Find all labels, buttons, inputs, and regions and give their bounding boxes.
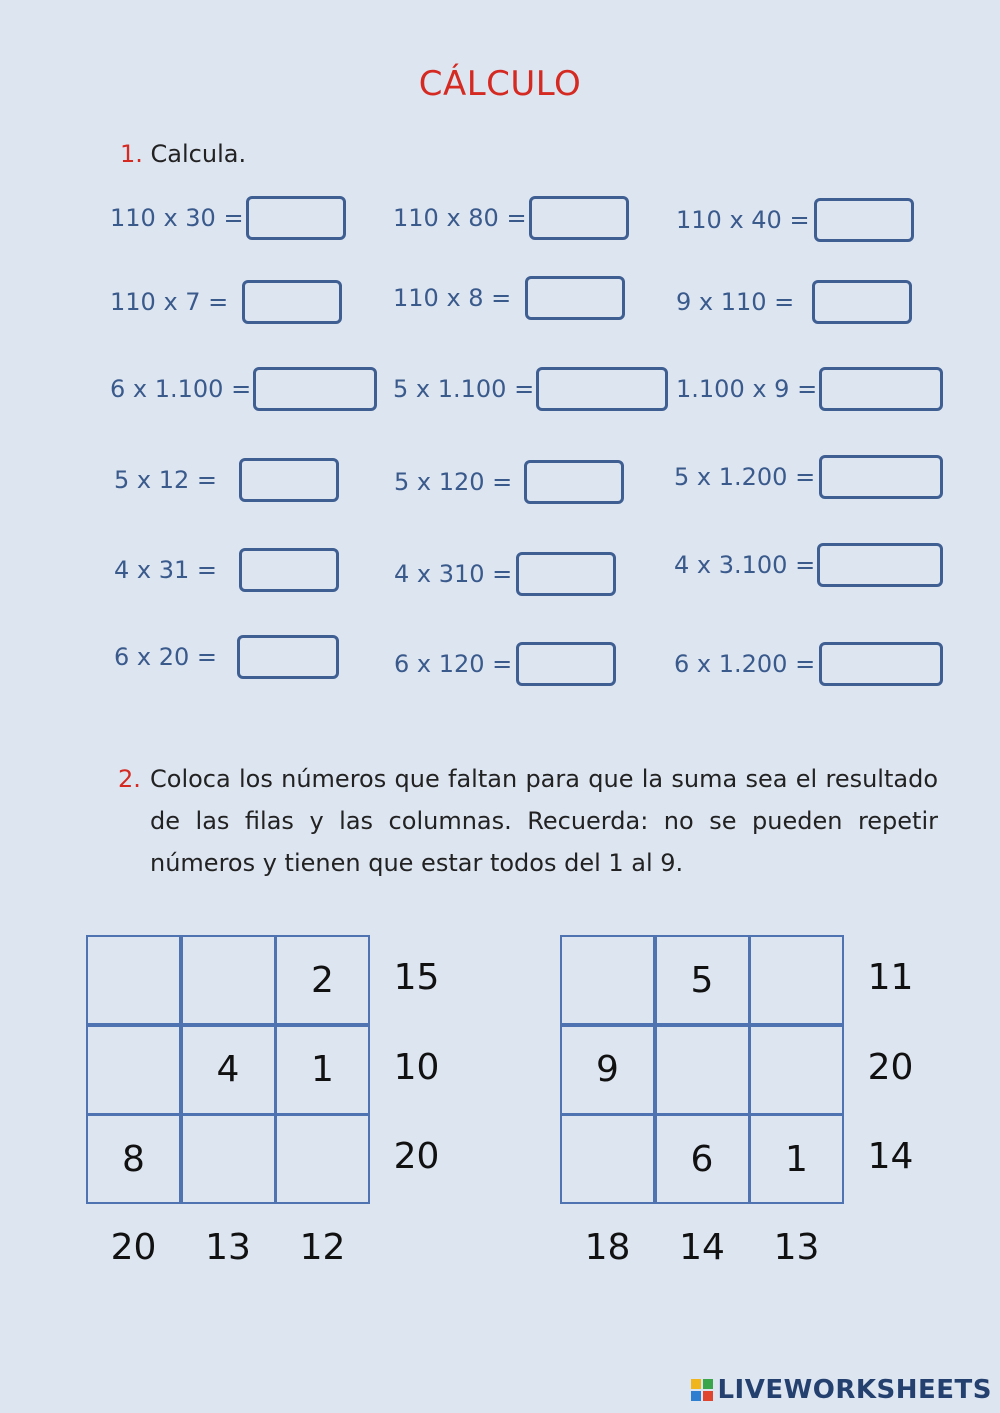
column-sum: 18 bbox=[584, 1227, 631, 1268]
problem-label: 110 x 80 = bbox=[393, 204, 527, 232]
grid-empty-cell[interactable] bbox=[275, 1114, 370, 1204]
problem bbox=[114, 635, 339, 679]
grid-empty-cell[interactable] bbox=[181, 935, 276, 1025]
problem-label: 6 x 120 = bbox=[394, 650, 513, 678]
problem bbox=[394, 642, 616, 686]
liveworksheets-logo bbox=[691, 1375, 992, 1405]
grid-cell: 8 bbox=[86, 1114, 181, 1204]
grid-cell: 5 bbox=[655, 935, 750, 1025]
problem bbox=[674, 642, 943, 686]
problem bbox=[110, 367, 377, 411]
problem-label: 6 x 1.100 = bbox=[110, 375, 252, 403]
row-sum: 14 bbox=[867, 1136, 914, 1177]
answer-box[interactable] bbox=[814, 198, 914, 242]
logo-text: LIVEWORKSHEETS bbox=[717, 1375, 992, 1405]
exercise-2-instruction bbox=[118, 758, 938, 884]
column-sum: 13 bbox=[205, 1227, 251, 1268]
problem-label: 4 x 31 = bbox=[114, 556, 218, 584]
answer-box[interactable] bbox=[516, 552, 616, 596]
answer-box[interactable] bbox=[819, 367, 943, 411]
column-sum: 13 bbox=[773, 1227, 820, 1268]
page-title: CÁLCULO bbox=[418, 64, 582, 104]
exercise-1-text: Calcula. bbox=[150, 140, 247, 168]
problem bbox=[393, 367, 668, 411]
answer-box[interactable] bbox=[529, 196, 629, 240]
problem-label: 110 x 7 = bbox=[110, 288, 229, 316]
exercise-1-number: 1. bbox=[120, 140, 143, 168]
problem-label: 5 x 12 = bbox=[114, 466, 218, 494]
problem bbox=[114, 548, 339, 592]
grid-empty-cell[interactable] bbox=[749, 1025, 844, 1115]
answer-box[interactable] bbox=[536, 367, 668, 411]
problem bbox=[393, 276, 625, 320]
answer-box[interactable] bbox=[239, 548, 339, 592]
problem bbox=[674, 543, 943, 587]
problem-label: 6 x 1.200 = bbox=[674, 650, 816, 678]
grid-empty-cell[interactable] bbox=[655, 1025, 750, 1115]
row-sum: 10 bbox=[393, 1046, 440, 1088]
problem bbox=[394, 460, 624, 504]
grid-empty-cell[interactable] bbox=[749, 935, 844, 1025]
answer-box[interactable] bbox=[819, 642, 943, 686]
grid-cell: 6 bbox=[655, 1114, 750, 1204]
grid-empty-cell[interactable] bbox=[86, 935, 181, 1025]
row-sum: 15 bbox=[393, 957, 440, 998]
grid-cell: 4 bbox=[181, 1025, 276, 1115]
grid-cell: 2 bbox=[275, 935, 370, 1025]
answer-box[interactable] bbox=[516, 642, 616, 686]
answer-box[interactable] bbox=[817, 543, 943, 587]
problem bbox=[676, 367, 943, 411]
grid-empty-cell[interactable] bbox=[181, 1114, 276, 1204]
grid-empty-cell[interactable] bbox=[560, 1114, 655, 1204]
problem-label: 1.100 x 9 = bbox=[676, 375, 818, 403]
row-sum: 11 bbox=[867, 957, 914, 998]
problem bbox=[674, 455, 943, 499]
answer-box[interactable] bbox=[525, 276, 625, 320]
column-sum: 14 bbox=[679, 1227, 725, 1268]
answer-box[interactable] bbox=[253, 367, 377, 411]
problem bbox=[393, 196, 629, 240]
problem-label: 9 x 110 = bbox=[676, 288, 795, 316]
problem bbox=[676, 198, 914, 242]
grid-cell: 1 bbox=[275, 1025, 370, 1115]
answer-box[interactable] bbox=[819, 455, 943, 499]
problem-label: 4 x 310 = bbox=[394, 560, 513, 588]
answer-box[interactable] bbox=[524, 460, 624, 504]
exercise-2-number: 2. bbox=[118, 765, 141, 793]
row-sum: 20 bbox=[393, 1136, 440, 1177]
problem bbox=[394, 552, 616, 596]
column-sum: 20 bbox=[110, 1227, 157, 1268]
problem bbox=[110, 280, 342, 324]
exercise-1-instruction bbox=[120, 140, 246, 168]
answer-box[interactable] bbox=[246, 196, 346, 240]
problem-label: 110 x 30 = bbox=[110, 204, 244, 232]
grid-cell: 9 bbox=[560, 1025, 655, 1115]
grid-cell: 1 bbox=[749, 1114, 844, 1204]
answer-box[interactable] bbox=[237, 635, 339, 679]
answer-box[interactable] bbox=[239, 458, 339, 502]
answer-box[interactable] bbox=[812, 280, 912, 324]
grid-empty-cell[interactable] bbox=[560, 935, 655, 1025]
exercise-2-text: Coloca los números que faltan para que la suma sea el resultado de las filas y las columnas. Recuerda: no se pueden repetir números y tienen que estar todos del 1 al 9. bbox=[150, 765, 938, 877]
column-sum: 12 bbox=[299, 1227, 346, 1268]
problem bbox=[676, 280, 912, 324]
problem-label: 110 x 8 = bbox=[393, 284, 512, 312]
grid-empty-cell[interactable] bbox=[86, 1025, 181, 1115]
problem bbox=[110, 196, 346, 240]
liveworksheets-logo-icon bbox=[691, 1379, 713, 1401]
problem-label: 6 x 20 = bbox=[114, 643, 218, 671]
problem-label: 5 x 120 = bbox=[394, 468, 513, 496]
row-sum: 20 bbox=[867, 1046, 914, 1088]
problem-label: 5 x 1.100 = bbox=[393, 375, 535, 403]
problem-label: 110 x 40 = bbox=[676, 206, 810, 234]
problem-label: 5 x 1.200 = bbox=[674, 463, 816, 491]
problem bbox=[114, 458, 339, 502]
problem-label: 4 x 3.100 = bbox=[674, 551, 816, 579]
answer-box[interactable] bbox=[242, 280, 342, 324]
